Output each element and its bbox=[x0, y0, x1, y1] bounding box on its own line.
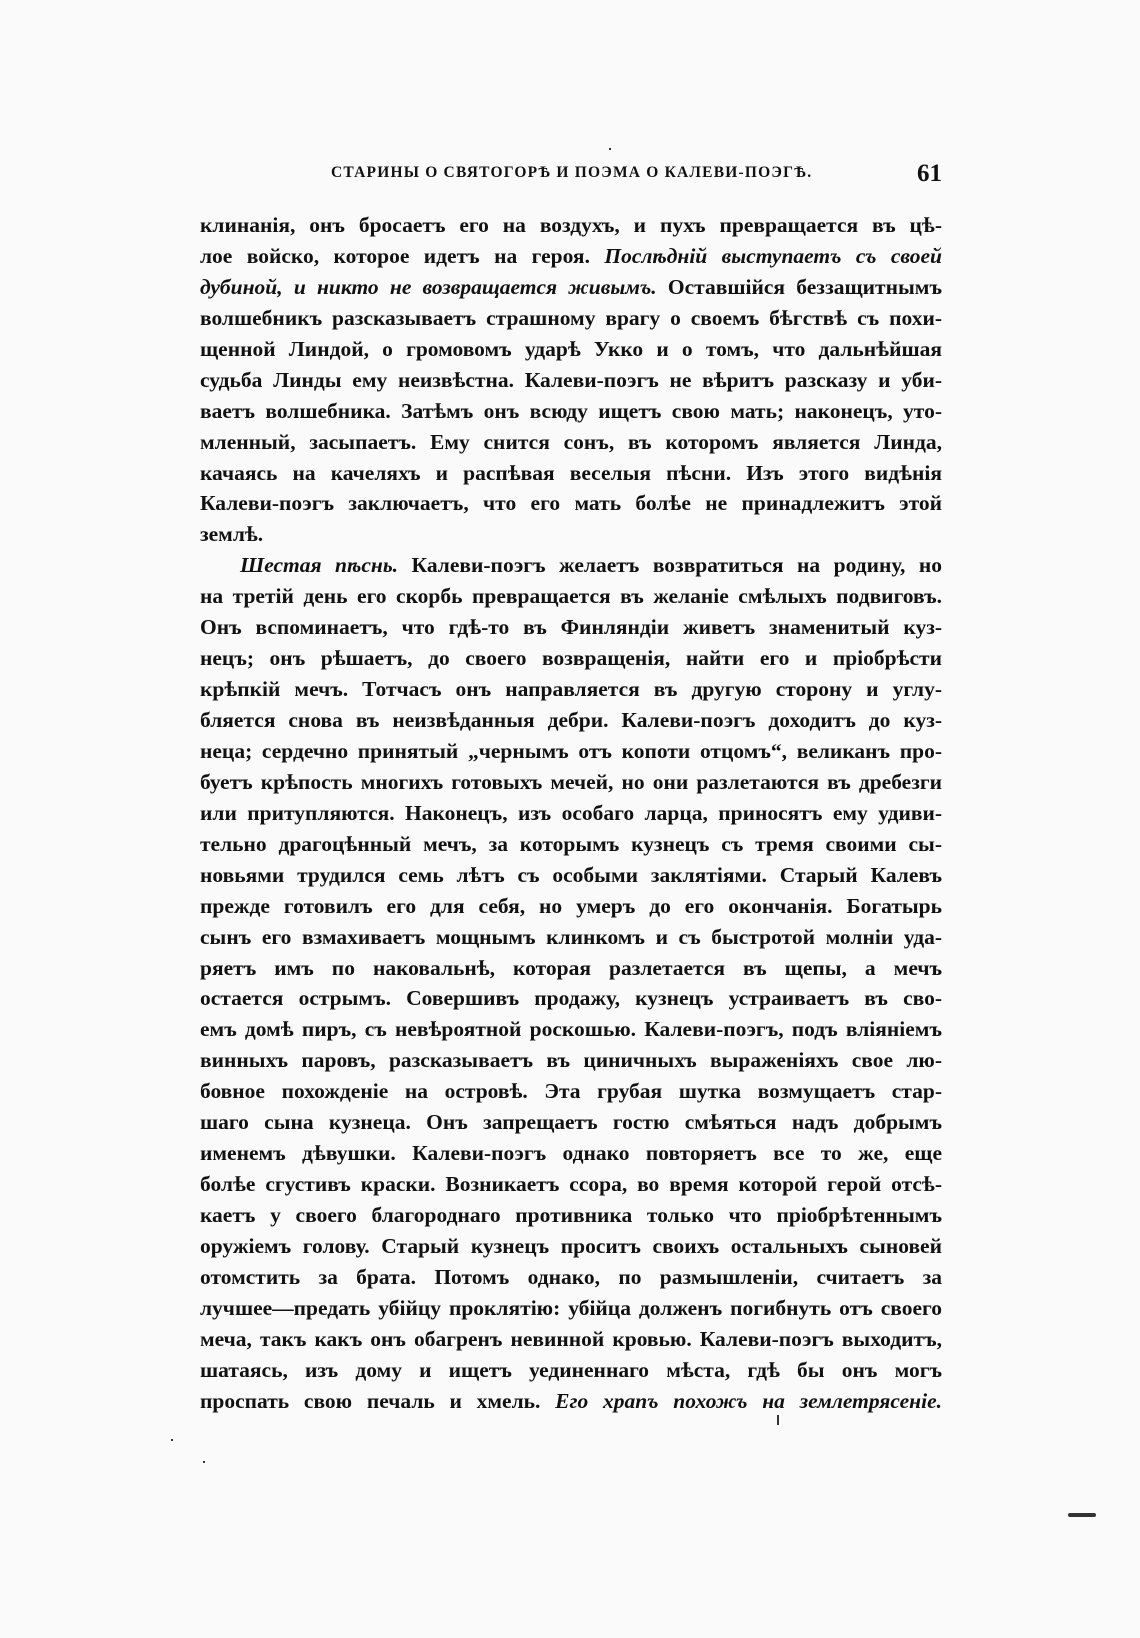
text-line: оружіемъ голову. Старый кузнецъ проситъ своихъ остальныхъ сыновей bbox=[200, 1233, 942, 1258]
text-line: отомстить за брата. Потомъ однако, по размышленіи, считаетъ за bbox=[200, 1264, 942, 1289]
text-line: крѣпкій мечъ. Тотчасъ онъ направляется въ другую сторону и углу- bbox=[200, 677, 942, 702]
text-line: неца; сердечно принятый „чернымъ отъ копоти отцомъ“, великанъ про- bbox=[200, 738, 942, 763]
text-line: бовное похожденіе на островѣ. Эта грубая шутка возмущаетъ стар- bbox=[200, 1079, 942, 1104]
text-line: качаясь на качеляхъ и распѣвая веселыя пѣсни. Изъ этого видѣнія bbox=[200, 460, 942, 485]
text-line: тельно драгоцѣнный мечъ, за которымъ кузнецъ съ тремя своими сы- bbox=[200, 831, 942, 856]
text-line: емъ домѣ пиръ, съ невѣроятной роскошью. Калеви-поэгъ, подъ вліяніемъ bbox=[200, 1017, 942, 1042]
text-line: клинанія, онъ бросаетъ его на воздухъ, и пухъ превращается въ цѣ- bbox=[200, 213, 942, 237]
text-line: Онъ вспоминаетъ, что гдѣ-то въ Финляндіи живетъ знаменитый куз- bbox=[200, 615, 942, 640]
text-line: нецъ; онъ рѣшаетъ, до своего возвращенія, найти его и пріобрѣсти bbox=[200, 646, 942, 671]
text-line: прежде готовилъ его для себя, но умеръ до его окончанія. Богатырь bbox=[200, 893, 942, 918]
text-line: волшебникъ разсказываетъ страшному врагу о своемъ бѣгствѣ съ похи- bbox=[200, 305, 942, 330]
text-line: сынъ его взмахиваетъ мощнымъ клинкомъ и съ быстротой молніи уда- bbox=[200, 924, 942, 949]
text-line: землѣ. bbox=[200, 522, 264, 547]
page-header bbox=[200, 160, 942, 192]
text-line: проспать свою печаль и хмель. Его храпъ похожъ на землетрясеніе. bbox=[200, 1388, 943, 1413]
text-line: ряетъ имъ по наковальнѣ, которая разлетается въ щепы, а мечъ bbox=[200, 955, 942, 980]
scan-speck bbox=[777, 1415, 779, 1425]
text-line: бляется снова въ неизвѣданныя дебри. Калеви-поэгъ доходитъ до куз- bbox=[200, 708, 942, 732]
text-line: болѣе сгустивъ краски. Возникаетъ ссора, во время которой герой отсѣ- bbox=[200, 1172, 942, 1197]
scan-speck bbox=[171, 1439, 173, 1441]
text-line: мленный, засыпаетъ. Ему снится сонъ, въ которомъ является Линда, bbox=[200, 429, 942, 454]
paragraph-start-line: Шестая пѣснь. Калеви-поэгъ желаетъ возвратиться на родину, но bbox=[240, 553, 942, 578]
scan-speck bbox=[609, 148, 611, 150]
running-title: СТАРИНЫ О СВЯТОГОРѢ И ПОЭМА О КАЛЕВИ-ПОЭГѢ. bbox=[331, 164, 813, 181]
text-line: дубиной, и никто не возвращается живымъ. Оставшійся беззащитнымъ bbox=[200, 274, 942, 299]
text-line: судьба Линды ему неизвѣстна. Калеви-поэгъ не вѣритъ разсказу и уби- bbox=[200, 367, 942, 392]
text-line: или притупляются. Наконецъ, изъ особаго ларца, приносятъ ему удиви- bbox=[200, 800, 942, 825]
text-line: каетъ у своего благороднаго противника только что пріобрѣтеннымъ bbox=[200, 1203, 942, 1227]
body-text bbox=[200, 210, 942, 1417]
text-line: шаго сына кузнеца. Онъ запрещаетъ гостю смѣяться надъ добрымъ bbox=[200, 1110, 942, 1135]
margin-dash-mark bbox=[1068, 1513, 1096, 1517]
text-line: винныхъ паровъ, разсказываетъ въ циничныхъ выраженіяхъ свое лю- bbox=[200, 1048, 942, 1073]
text-line: буетъ крѣпость многихъ готовыхъ мечей, но они разлетаются въ дребезги bbox=[200, 769, 942, 794]
text-line: новьями трудился семь лѣтъ съ особыми заклятіями. Старый Калевъ bbox=[200, 862, 942, 887]
text-line: шатаясь, изъ дому и ищетъ уединеннаго мѣста, гдѣ бы онъ могъ bbox=[200, 1357, 942, 1382]
text-line: ваетъ волшебника. Затѣмъ онъ всюду ищетъ свою мать; наконецъ, уто- bbox=[200, 398, 942, 423]
text-line: лучшее—предать убійцу проклятію: убійца долженъ погибнуть отъ своего bbox=[200, 1295, 942, 1320]
text-line: меча, такъ какъ онъ обагренъ невинной кровью. Калеви-поэгъ выходитъ, bbox=[200, 1326, 942, 1351]
text-line: Калеви-поэгъ заключаетъ, что его мать болѣе не принадлежитъ этой bbox=[200, 491, 942, 516]
text-line: на третій день его скорбь превращается въ желаніе смѣлыхъ подвиговъ. bbox=[200, 584, 942, 609]
text-line: именемъ дѣвушки. Калеви-поэгъ однако повторяетъ все то же, еще bbox=[200, 1141, 942, 1166]
text-line: щенной Линдой, о громовомъ ударѣ Укко и о томъ, что дальнѣйшая bbox=[200, 336, 942, 361]
text-line: лое войско, которое идетъ на героя. Послѣдній выступаетъ съ своей bbox=[200, 243, 942, 268]
text-line: остается острымъ. Совершивъ продажу, кузнецъ устраиваетъ въ сво- bbox=[200, 986, 942, 1011]
page-number: 61 bbox=[917, 160, 942, 187]
scan-speck bbox=[203, 1461, 205, 1463]
